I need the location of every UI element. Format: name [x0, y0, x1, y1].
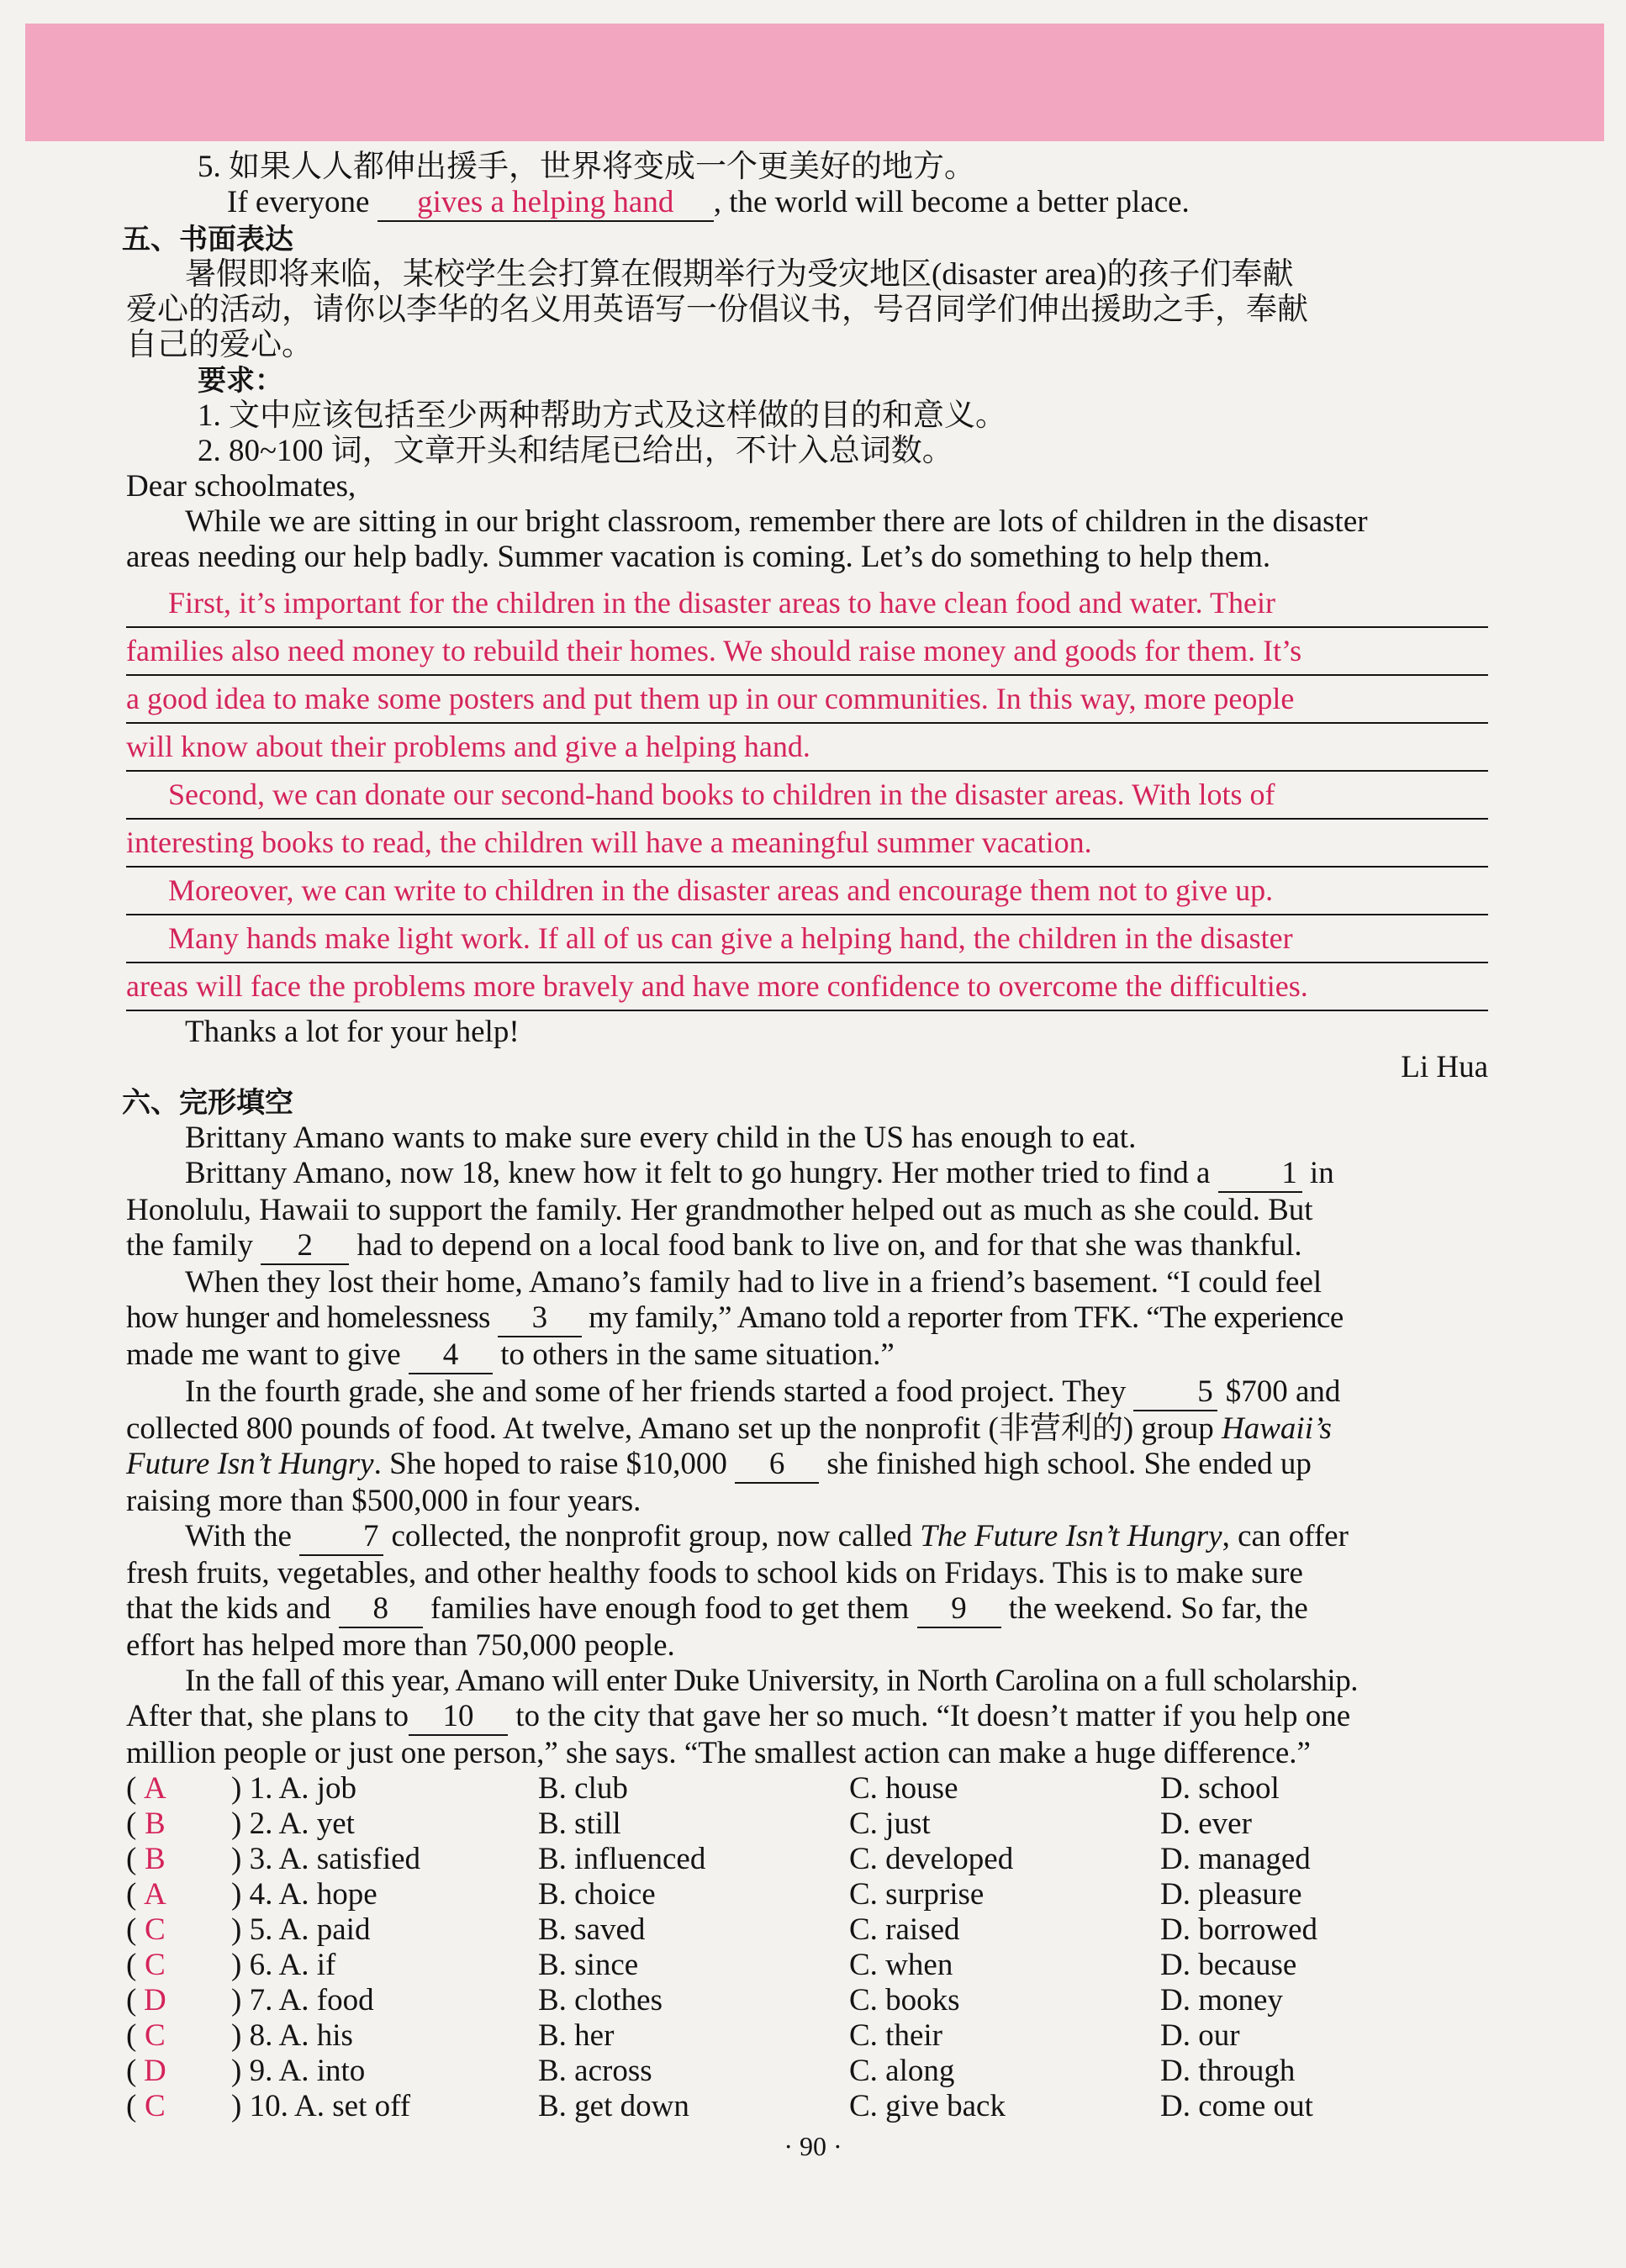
option-a: ) 6. A. if — [231, 1948, 336, 1982]
option-a: ) 10. A. set off — [231, 2089, 411, 2123]
option-d: D. money — [1160, 1983, 1283, 2017]
passage-line: When they lost their home, Amano’s family had to live in a friend’s basement. “I could feel — [185, 1265, 1322, 1300]
option-d: D. ever — [1160, 1806, 1252, 1841]
answer-mark: C — [144, 2018, 166, 2053]
cloze-blank-7: 7 — [299, 1519, 383, 1556]
answer-line: Many hands make light work. If all of us can give a helping hand, the children in the disaster — [126, 915, 1488, 963]
option-b: B. club — [538, 1771, 628, 1806]
answer-mark: C — [144, 1948, 166, 1982]
option-c: C. give back — [849, 2089, 1006, 2123]
passage-line: effort has helped more than 750,000 people. — [126, 1628, 675, 1663]
cloze-blank-5: 5 — [1133, 1374, 1217, 1411]
option-a: ) 2. A. yet — [231, 1806, 355, 1841]
intro-line: areas needing our help badly. Summer vacation is coming. Let’s do something to help them. — [126, 540, 1271, 574]
option-d: D. because — [1160, 1948, 1297, 1982]
option-a: ) 5. A. paid — [231, 1912, 371, 1947]
option-c: C. books — [849, 1983, 960, 2017]
intro-line: While we are sitting in our bright classroom, remember there are lots of children in the disaster — [185, 504, 1368, 539]
answer-mark: A — [143, 1771, 166, 1806]
answer-mark: B — [144, 1806, 166, 1841]
answer-line: a good idea to make some posters and put them up in our communities. In this way, more people — [126, 676, 1488, 724]
cloze-blank-8: 8 — [339, 1591, 423, 1628]
cloze-blank-2: 2 — [261, 1228, 349, 1265]
passage-line: Brittany Amano wants to make sure every child in the US has enough to eat. — [185, 1121, 1137, 1155]
option-a: ) 4. A. hope — [231, 1877, 377, 1912]
answer-line: First, it’s important for the children in the disaster areas to have clean food and water. Their — [126, 580, 1488, 628]
passage-line: fresh fruits, vegetables, and other healthy foods to school kids on Fridays. This is to make sure — [126, 1556, 1303, 1590]
option-b: B. across — [538, 2054, 652, 2088]
signature: Li Hua — [1401, 1050, 1488, 1084]
page-number: · 90 · — [784, 2131, 842, 2161]
writing-prompt — [126, 257, 1488, 363]
option-d: D. managed — [1160, 1842, 1311, 1876]
passage-line: Brittany Amano, now 18, knew how it felt to go hungry. Her mother tried to find a 1 in — [126, 1156, 1488, 1193]
question-row: ( D ) 7. A. food B. clothes C. books D. money — [126, 1983, 1488, 2018]
writing-heading: 五、书面表达 — [122, 223, 293, 256]
question-row: ( B ) 2. A. yet B. still C. just D. ever — [126, 1806, 1488, 1842]
passage-line: collected 800 pounds of food. At twelve, Amano set up the nonprofit (非营利的) group Hawaii’s — [126, 1411, 1332, 1446]
option-a: ) 7. A. food — [231, 1983, 374, 2017]
answer-line: will know about their problems and give a helping hand. — [126, 724, 1488, 772]
page-content — [122, 150, 1488, 2124]
q5-chinese: 5. 如果人人都伸出援手，世界将变成一个更美好的地方。 — [198, 150, 975, 184]
passage-line: In the fall of this year, Amano will enter Duke University, in North Carolina on a full scholarship. — [185, 1664, 1358, 1698]
option-c: C. house — [849, 1771, 958, 1806]
question-row: ( A ) 1. A. job B. club C. house D. school — [126, 1771, 1488, 1806]
option-a: ) 9. A. into — [231, 2054, 366, 2088]
requirements-label: 要求： — [198, 364, 283, 398]
q5-answer-blank: gives a helping hand — [377, 185, 714, 222]
option-d: D. school — [1160, 1771, 1280, 1806]
requirement-1: 1. 文中应该包括至少两种帮助方式及这样做的目的和意义。 — [198, 398, 1006, 433]
option-b: B. her — [538, 2018, 615, 2053]
option-d: D. pleasure — [1160, 1877, 1302, 1912]
option-a: ) 3. A. satisfied — [231, 1842, 421, 1876]
answer-mark: C — [144, 1912, 166, 1947]
cloze-blank-10: 10 — [409, 1699, 508, 1736]
question-row: ( C ) 6. A. if B. since C. when D. because — [126, 1948, 1488, 1983]
option-b: B. influenced — [538, 1842, 706, 1876]
answer-block — [126, 580, 1488, 1011]
answer-line: interesting books to read, the children will have a meaningful summer vacation. — [126, 820, 1488, 868]
cloze-blank-9: 9 — [917, 1591, 1001, 1628]
cloze-heading: 六、完形填空 — [122, 1086, 293, 1120]
passage-line: that the kids and 8 families have enough food to get them 9 the weekend. So far, the — [126, 1591, 1488, 1628]
answer-line: Second, we can donate our second-hand books to children in the disaster areas. With lots of — [126, 772, 1488, 820]
answer-mark: D — [143, 2054, 166, 2088]
passage-line: After that, she plans to 10 to the city that gave her so much. “It doesn’t matter if you help one — [126, 1699, 1488, 1736]
cloze-blank-6: 6 — [735, 1447, 819, 1484]
option-b: B. clothes — [538, 1983, 663, 2017]
option-c: C. their — [849, 2018, 942, 2053]
answer-mark: D — [143, 1983, 166, 2017]
passage-line: million people or just one person,” she says. “The smallest action can make a huge difference.” — [126, 1736, 1311, 1770]
option-b: B. saved — [538, 1912, 646, 1947]
prompt-line: 爱心的活动，请你以李华的名义用英语写一份倡议书，号召同学们伸出援助之手，奉献 — [126, 293, 1308, 327]
answer-line: Moreover, we can write to children in the disaster areas and encourage them not to give up. — [126, 868, 1488, 915]
cloze-options — [126, 1771, 1488, 2124]
option-c: C. when — [849, 1948, 953, 1982]
answer-line: families also need money to rebuild their homes. We should raise money and goods for them. It’s — [126, 628, 1488, 676]
option-c: C. along — [849, 2054, 955, 2088]
cloze-passage — [126, 1121, 1488, 1771]
option-a: ) 1. A. job — [231, 1771, 357, 1806]
question-row: ( C ) 10. A. set off B. get down C. give back D. come out — [126, 2089, 1488, 2124]
option-d: D. our — [1160, 2018, 1240, 2053]
passage-line: the family 2 had to depend on a local food bank to live on, and for that she was thankful. — [126, 1228, 1488, 1265]
option-b: B. still — [538, 1806, 621, 1841]
option-d: D. come out — [1160, 2089, 1313, 2123]
question-row: ( A ) 4. A. hope B. choice C. surprise D. pleasure — [126, 1877, 1488, 1912]
answer-mark: B — [144, 1842, 166, 1876]
option-d: D. borrowed — [1160, 1912, 1318, 1947]
passage-line: Future Isn’t Hungry. She hoped to raise $10,000 6 she finished high school. She ended up — [126, 1447, 1488, 1484]
option-c: C. raised — [849, 1912, 960, 1947]
passage-line: how hunger and homelessness 3 my family,” Amano told a reporter from TFK. “The experience — [126, 1300, 1488, 1337]
passage-line: With the 7 collected, the nonprofit group, now called The Future Isn’t Hungry, can offer — [126, 1519, 1488, 1556]
header-band — [25, 24, 1604, 141]
answer-mark: A — [143, 1877, 166, 1912]
passage-line: raising more than $500,000 in four years. — [126, 1484, 641, 1518]
option-c: C. surprise — [849, 1877, 985, 1912]
cloze-blank-3: 3 — [498, 1300, 582, 1337]
prompt-line: 自己的爱心。 — [126, 328, 313, 362]
answer-mark: C — [144, 2089, 166, 2123]
option-c: C. developed — [849, 1842, 1014, 1876]
option-b: B. since — [538, 1948, 639, 1982]
passage-line: In the fourth grade, she and some of her friends started a food project. They 5 $700 and — [126, 1374, 1488, 1411]
option-c: C. just — [849, 1806, 931, 1841]
option-a: ) 8. A. his — [231, 2018, 353, 2053]
prompt-line: 暑假即将来临，某校学生会打算在假期举行为受灾地区(disaster area)的孩子们奉献 — [185, 257, 1294, 292]
question-row: ( C ) 5. A. paid B. saved C. raised D. borrowed — [126, 1912, 1488, 1948]
question-row: ( B ) 3. A. satisfied B. influenced C. developed D. managed — [126, 1842, 1488, 1877]
passage-line: Honolulu, Hawaii to support the family. Her grandmother helped out as much as she could. But — [126, 1193, 1313, 1227]
option-b: B. choice — [538, 1877, 656, 1912]
option-b: B. get down — [538, 2089, 689, 2123]
requirement-2: 2. 80~100 词，文章开头和结尾已给出，不计入总词数。 — [198, 434, 953, 468]
answer-line: areas will face the problems more bravely and have more confidence to overcome the difficulties. — [126, 963, 1488, 1011]
cloze-blank-1: 1 — [1218, 1156, 1302, 1193]
passage-line: made me want to give 4 to others in the same situation.” — [126, 1337, 1488, 1374]
option-d: D. through — [1160, 2054, 1296, 2088]
q5-english: If everyone gives a helping hand , the world will become a better place. — [227, 185, 1488, 222]
question-row: ( D ) 9. A. into B. across C. along D. through — [126, 2054, 1488, 2089]
salutation: Dear schoolmates, — [126, 469, 356, 504]
cloze-blank-4: 4 — [409, 1337, 493, 1374]
closing: Thanks a lot for your help! — [185, 1015, 520, 1049]
question-row: ( C ) 8. A. his B. her C. their D. our — [126, 2018, 1488, 2054]
